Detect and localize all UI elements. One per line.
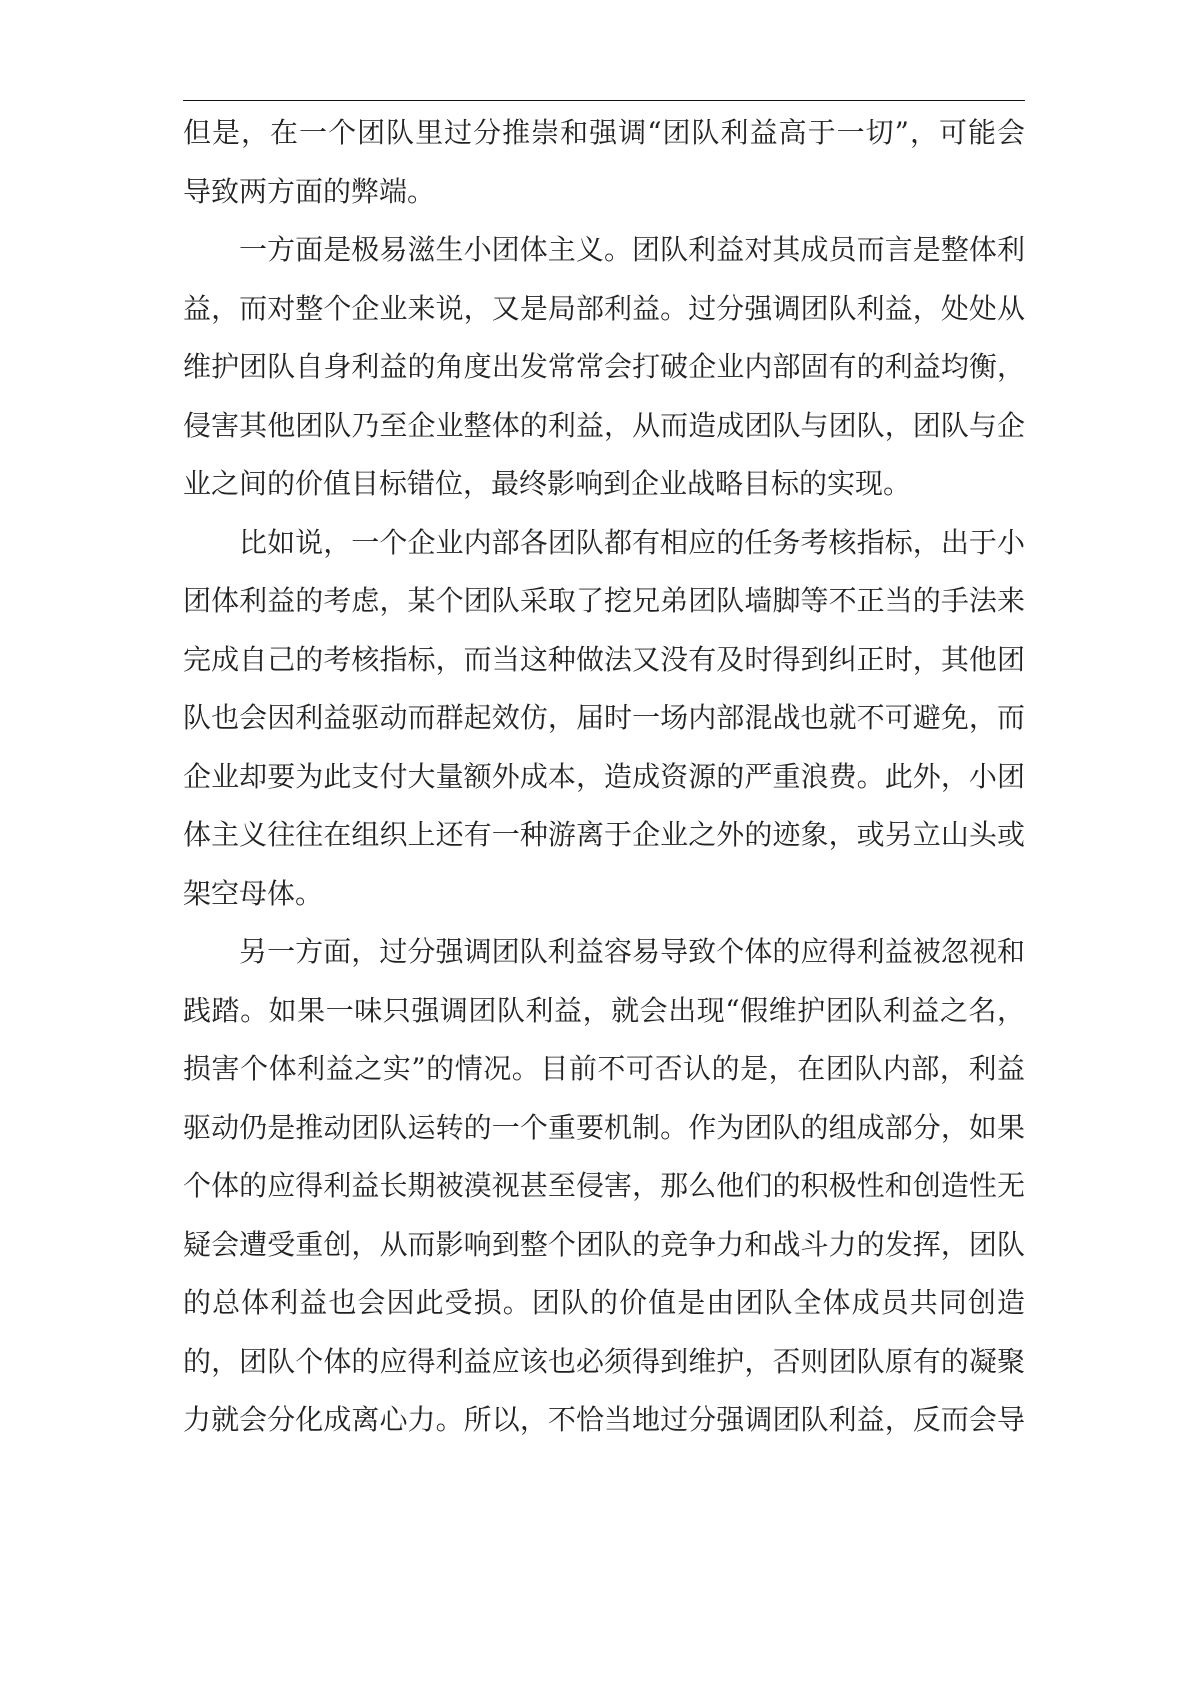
text-line: 力就会分化成离心力。所以，不恰当地过分强调团队利益，反而会导 [183,1403,1025,1436]
text-line: 导致两方面的弊端。 [183,174,436,208]
text-line: 企业却要为此支付大量额外成本，造成资源的严重浪费。此外，小团 [183,759,1025,793]
text-line: 队也会因利益驱动而群起效仿，届时一场内部混战也就不可避免，而 [183,701,1025,734]
text-line: 个体的应得利益长期被漠视甚至侵害，那么他们的积极性和创造性无 [183,1169,1025,1202]
paragraph [183,923,1025,1450]
text-line: 的，团队个体的应得利益应该也必须得到维护，否则团队原有的凝聚 [183,1344,1025,1378]
paragraph [183,104,1025,221]
text-line: 维护团队自身利益的角度出发常常会打破企业内部固有的利益均衡， [183,350,1025,383]
header-rule [183,100,1025,101]
text-line: 驱动仍是推动团队运转的一个重要机制。作为团队的组成部分，如果 [183,1110,1025,1144]
document-body [183,104,1025,1450]
text-line: 益，而对整个企业来说，又是局部利益。过分强调团队利益，处处从 [183,291,1025,325]
text-line: 一方面是极易滋生小团体主义。团队利益对其成员而言是整体利 [239,233,1025,266]
text-line: 体主义往往在组织上还有一种游离于企业之外的迹象，或另立山头或 [183,818,1025,851]
text-line: 比如说，一个企业内部各团队都有相应的任务考核指标，出于小 [239,525,1025,559]
text-line: 业之间的价值目标错位，最终影响到企业战略目标的实现。 [183,467,912,500]
paragraph [183,221,1025,514]
text-line: 但是，在一个团队里过分推崇和强调“团队利益高于一切”，可能会 [183,116,1025,149]
text-line: 损害个体利益之实”的情况。目前不可否认的是，在团队内部，利益 [183,1052,1025,1085]
text-line: 疑会遭受重创，从而影响到整个团队的竞争力和战斗力的发挥，团队 [183,1227,1025,1261]
text-line: 团体利益的考虑，某个团队采取了挖兄弟团队墙脚等不正当的手法来 [183,584,1025,617]
text-line: 的总体利益也会因此受损。团队的价值是由团队全体成员共同创造 [183,1286,1025,1319]
paragraph [183,514,1025,924]
text-line: 架空母体。 [183,876,324,910]
text-line: 侵害其他团队乃至企业整体的利益，从而造成团队与团队，团队与企 [183,408,1025,442]
text-line: 另一方面，过分强调团队利益容易导致个体的应得利益被忽视和 [239,935,1025,968]
text-line: 践踏。如果一味只强调团队利益，就会出现“假维护团队利益之名， [183,993,1025,1027]
text-line: 完成自己的考核指标，而当这种做法又没有及时得到纠正时，其他团 [183,642,1025,676]
